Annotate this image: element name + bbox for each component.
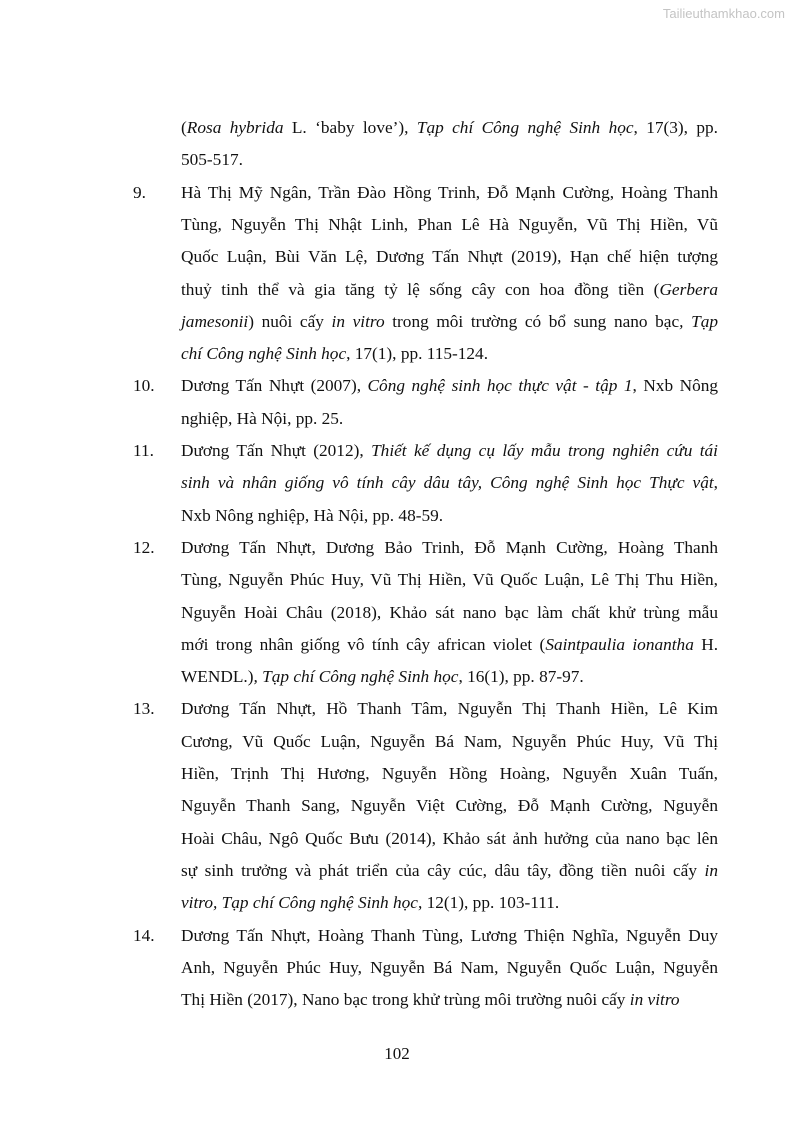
italic-text: jamesonii — [181, 311, 249, 331]
text: Nguyễn Hoài Châu (2018), Khảo sát nano bạc làm chất khử trùng mẫu — [181, 602, 718, 622]
reference-line — [181, 148, 718, 172]
reference-number: 14. — [133, 925, 155, 945]
text: Dương Tấn Nhựt (2007), — [181, 376, 368, 396]
reference-line — [181, 891, 718, 915]
italic-text: chí Công nghệ Sinh học — [181, 344, 347, 364]
text: Dương Tấn Nhựt, Dương Bảo Trinh, Đỗ Mạnh Cường, Hoàng Thanh — [181, 537, 718, 557]
italic-text: Thiết kế dụng cụ lấy mẫu trong nghiên cứu tái — [371, 441, 718, 460]
reference-number: 13. — [133, 699, 155, 719]
reference-line — [181, 116, 718, 140]
text: , Nxb Nông — [632, 376, 718, 396]
text: Anh, Nguyễn Phúc Huy, Nguyễn Bá Nam, Nguyễn Quốc Luận, Nguyễn — [181, 957, 718, 977]
text: , 17(1), pp. 115-124. — [346, 344, 489, 364]
reference-line — [181, 310, 718, 334]
text: Cương, Vũ Quốc Luận, Nguyễn Bá Nam, Nguyễn Phúc Huy, Vũ Thị — [181, 731, 718, 751]
text: Dương Tấn Nhựt, Hoàng Thanh Tùng, Lương Thiện Nghĩa, Nguyễn Duy — [181, 925, 718, 945]
page-number: 102 — [384, 1044, 410, 1063]
reference-line — [181, 504, 718, 528]
reference-line — [181, 762, 718, 786]
reference-line — [181, 213, 718, 237]
text: trong môi trường có bổ sung nano bạc — [384, 311, 680, 331]
reference-line — [181, 665, 718, 689]
text: ( — [181, 118, 187, 137]
reference-line — [181, 924, 718, 948]
text: Nxb Nông nghiệp, Hà Nội, pp. 48-59. — [181, 505, 444, 525]
italic-text: Gerbera — [659, 279, 718, 299]
italic-text: in vitro — [629, 990, 680, 1010]
text: , — [713, 473, 718, 493]
reference-line — [181, 536, 718, 560]
text: ) nuôi cấy — [248, 311, 332, 331]
italic-text: vitro, Tạp chí Công nghệ Sinh học — [181, 893, 418, 913]
reference-number: 9. — [133, 182, 146, 202]
reference-line — [181, 342, 718, 366]
reference-line — [181, 471, 718, 495]
text: , 16(1), pp. 87-97. — [458, 667, 584, 687]
italic-text: Rosa hybrida — [186, 118, 284, 137]
text: , 17(3), pp. — [633, 118, 718, 137]
italic-text: Tạp chí Công nghệ Sinh học — [416, 118, 634, 137]
italic-text: sinh và nhân giống vô tính cây dâu tây, Công nghệ Sinh học Thực vật — [181, 473, 714, 493]
italic-text: in — [704, 860, 718, 880]
text: sự sinh trưởng và phát triển của cây cúc, dâu tây, đồng tiền nuôi cấy — [181, 860, 705, 880]
text: Nguyễn Thanh Sang, Nguyễn Việt Cường, Đỗ Mạnh Cường, Nguyễn — [181, 796, 718, 816]
reference-line — [181, 601, 718, 625]
reference-line — [181, 827, 718, 851]
reference-number: 11. — [133, 441, 154, 460]
reference-number: 12. — [133, 537, 155, 557]
text: , 12(1), pp. 103-111. — [417, 893, 560, 913]
italic-text: in vitro — [331, 311, 385, 331]
text: thuỷ tinh thể và gia tăng tỷ lệ sống cây con hoa đồng tiền ( — [181, 279, 660, 299]
text: Tùng, Nguyễn Thị Nhật Linh, Phan Lê Hà Nguyễn, Vũ Thị Hiền, Vũ — [181, 214, 718, 234]
text: Tùng, Nguyễn Phúc Huy, Vũ Thị Hiền, Vũ Quốc Luận, Lê Thị Thu Hiền, — [181, 570, 718, 590]
italic-text: Saintpaulia ionantha — [545, 634, 694, 654]
reference-line — [181, 374, 718, 398]
text: Hiền, Trịnh Thị Hương, Nguyễn Hồng Hoàng, Nguyễn Xuân Tuấn, — [181, 764, 718, 783]
reference-line — [181, 730, 718, 754]
italic-text: , Tạp — [679, 311, 718, 331]
reference-line — [181, 278, 718, 302]
reference-line — [181, 794, 718, 818]
text: H. — [693, 634, 719, 654]
text: Dương Tấn Nhựt, Hồ Thanh Tâm, Nguyễn Thị Thanh Hiền, Lê Kim — [181, 699, 718, 719]
reference-number: 10. — [133, 376, 155, 396]
reference-line — [181, 956, 718, 980]
text: Hoài Châu, Ngô Quốc Bưu (2014), Khảo sát ảnh hưởng của nano bạc lên — [181, 828, 718, 848]
reference-line — [181, 859, 718, 883]
reference-line — [181, 568, 718, 592]
text: Hà Thị Mỹ Ngân, Trần Đào Hồng Trinh, Đỗ Mạnh Cường, Hoàng Thanh — [181, 182, 718, 202]
reference-line — [181, 697, 718, 721]
text: nghiệp, Hà Nội, pp. 25. — [181, 408, 344, 428]
italic-text: Công nghệ sinh học thực vật - tập 1 — [367, 376, 633, 396]
text: Dương Tấn Nhựt (2012), — [181, 441, 372, 460]
watermark: Tailieuthamkhao.com — [662, 6, 785, 21]
text: mới trong nhân giống vô tính cây african violet ( — [181, 634, 546, 654]
reference-line — [181, 407, 718, 431]
text: Quốc Luận, Bùi Văn Lệ, Dương Tấn Nhựt (2019), Hạn chế hiện tượng — [181, 247, 718, 267]
text: WENDL.) — [181, 667, 254, 687]
text: Thị Hiền (2017), Nano bạc trong khử trùng môi trường nuôi cấy — [181, 990, 630, 1010]
reference-line — [181, 245, 718, 269]
reference-line — [181, 181, 718, 205]
reference-line — [181, 439, 718, 463]
reference-line — [181, 988, 718, 1012]
text: L. ‘baby love’), — [283, 118, 417, 137]
italic-text: , Tạp chí Công nghệ Sinh học — [253, 667, 459, 687]
reference-line — [181, 633, 718, 657]
text: 505-517. — [181, 150, 243, 170]
